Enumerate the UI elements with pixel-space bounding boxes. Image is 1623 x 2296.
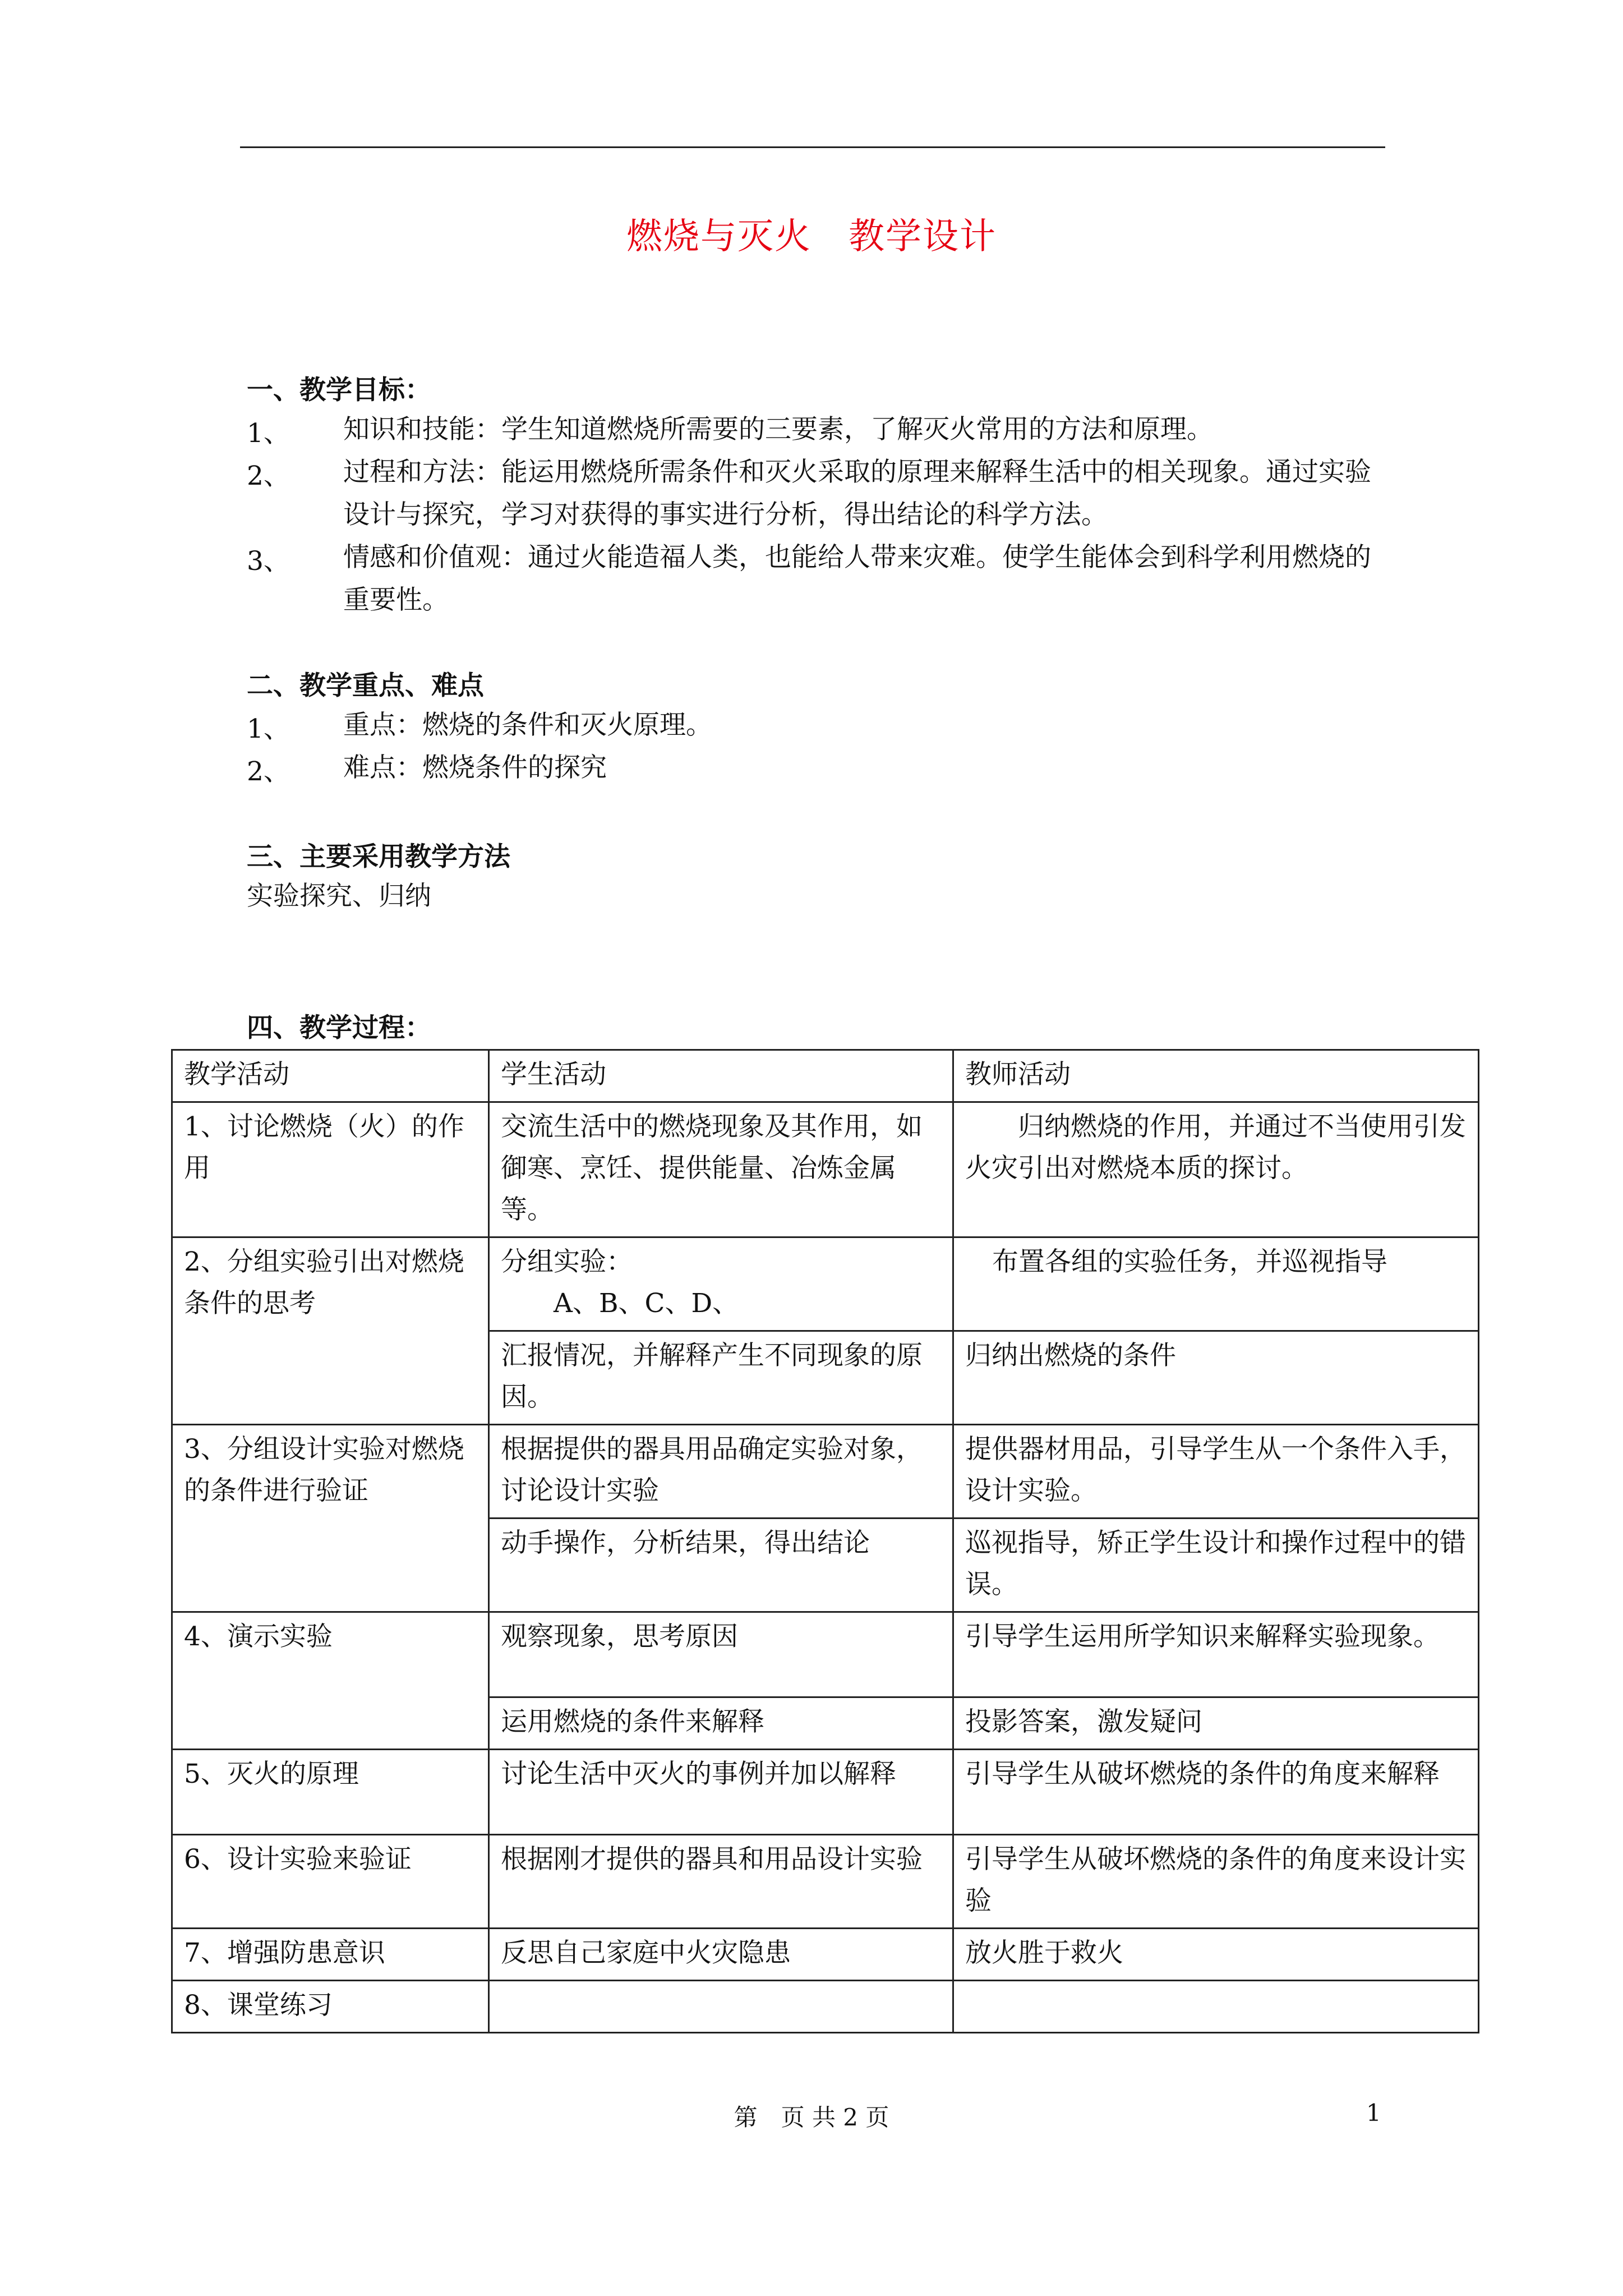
section-heading-process: 四、教学过程： [247,1013,431,1043]
teacher-cell: 引导学生运用所学知识来解释实验现象。 [953,1612,1479,1697]
student-cell: 运用燃烧的条件来解释 [489,1697,953,1750]
table-row [172,1102,1479,1237]
teacher-cell: 归纳燃烧的作用，并通过不当使用引发火灾引出对燃烧本质的探讨。 [953,1102,1479,1237]
key-point-1-text: 重点：燃烧的条件和灭火原理。 [343,710,712,740]
teacher-cell: 归纳出燃烧的条件 [953,1331,1479,1425]
footer-page-number: 1 [1366,2099,1381,2127]
objective-2-number: 2、 [247,461,290,491]
student-cell: 汇报情况，并解释产生不同现象的原因。 [489,1331,953,1425]
student-cell: 动手操作，分析结果，得出结论 [489,1519,953,1612]
activity-cell: 6、设计实验来验证 [172,1835,489,1929]
header-teaching-activity: 教学活动 [172,1050,489,1102]
activity-cell: 1、讨论燃烧（火）的作用 [172,1102,489,1237]
teacher-cell: 布置各组的实验任务，并巡视指导 [953,1237,1479,1331]
teacher-cell: 巡视指导，矫正学生设计和操作过程中的错误。 [953,1519,1479,1612]
activity-cell: 3、分组设计实验对燃烧的条件进行验证 [172,1425,489,1612]
table-row [172,1981,1479,2033]
table-row [172,1237,1479,1331]
table-row [172,1835,1479,1929]
activity-cell: 5、灭火的原理 [172,1750,489,1835]
student-cell: 交流生活中的燃烧现象及其作用，如御寒、烹饪、提供能量、冶炼金属等。 [489,1102,953,1237]
objective-3-text: 情感和价值观：通过火能造福人类，也能给人带来灾难。使学生能体会到科学利用燃烧的重要性。 [343,542,1371,615]
student-cell: 讨论生活中灭火的事例并加以解释 [489,1750,953,1835]
teaching-process-table [171,1049,1479,2033]
teacher-cell: 放火胜于救火 [953,1929,1479,1981]
teacher-cell: 投影答案，激发疑问 [953,1697,1479,1750]
key-point-2-text: 难点：燃烧条件的探究 [343,752,607,783]
objective-1-text: 知识和技能：学生知道燃烧所需要的三要素，了解灭火常用的方法和原理。 [343,414,1213,445]
header-teacher-activity: 教师活动 [953,1050,1479,1102]
footer-page-text: 第 页 共 2 页 [734,2104,889,2131]
header-rule [240,146,1385,148]
activity-cell: 4、演示实验 [172,1612,489,1750]
section-heading-methods: 三、主要采用教学方法 [247,841,510,872]
student-cell-text: 分组实验： [501,1246,633,1277]
objective-2-text: 过程和方法：能运用燃烧所需条件和灭火采取的原理来解释生活中的相关现象。通过实验设计与探究，学习对获得的事实进行分析，得出结论的科学方法。 [343,457,1371,530]
student-cell: 反思自己家庭中火灾隐患 [489,1929,953,1981]
student-cell [489,1981,953,2033]
objective-3-number: 3、 [247,546,290,577]
table-row [172,1750,1479,1835]
table-row [172,1929,1479,1981]
activity-cell: 8、课堂练习 [172,1981,489,2033]
document-title: 燃烧与灭火 教学设计 [626,216,997,257]
section-heading-key-points: 二、教学重点、难点 [247,670,484,701]
teacher-cell: 提供器材用品，引导学生从一个条件入手，设计实验。 [953,1425,1479,1519]
teacher-cell [953,1981,1479,2033]
activity-cell: 2、分组实验引出对燃烧条件的思考 [172,1237,489,1425]
activity-cell: 7、增强防患意识 [172,1929,489,1981]
key-point-1-number: 1、 [247,714,290,744]
student-cell-subtext: A、B、C、D、 [554,1288,739,1319]
objective-1-number: 1、 [247,418,290,449]
key-point-2-number: 2、 [247,756,290,787]
student-cell: 观察现象，思考原因 [489,1612,953,1697]
teacher-cell: 引导学生从破坏燃烧的条件的角度来解释 [953,1750,1479,1835]
student-cell [489,1237,953,1331]
table-row [172,1612,1479,1697]
teacher-cell: 引导学生从破坏燃烧的条件的角度来设计实验 [953,1835,1479,1929]
section-heading-objectives: 一、教学目标： [247,375,431,406]
table-header-row [172,1050,1479,1102]
table-row [172,1425,1479,1519]
methods-text: 实验探究、归纳 [247,881,431,912]
student-cell: 根据刚才提供的器具和用品设计实验 [489,1835,953,1929]
header-student-activity: 学生活动 [489,1050,953,1102]
student-cell: 根据提供的器具用品确定实验对象，讨论设计实验 [489,1425,953,1519]
